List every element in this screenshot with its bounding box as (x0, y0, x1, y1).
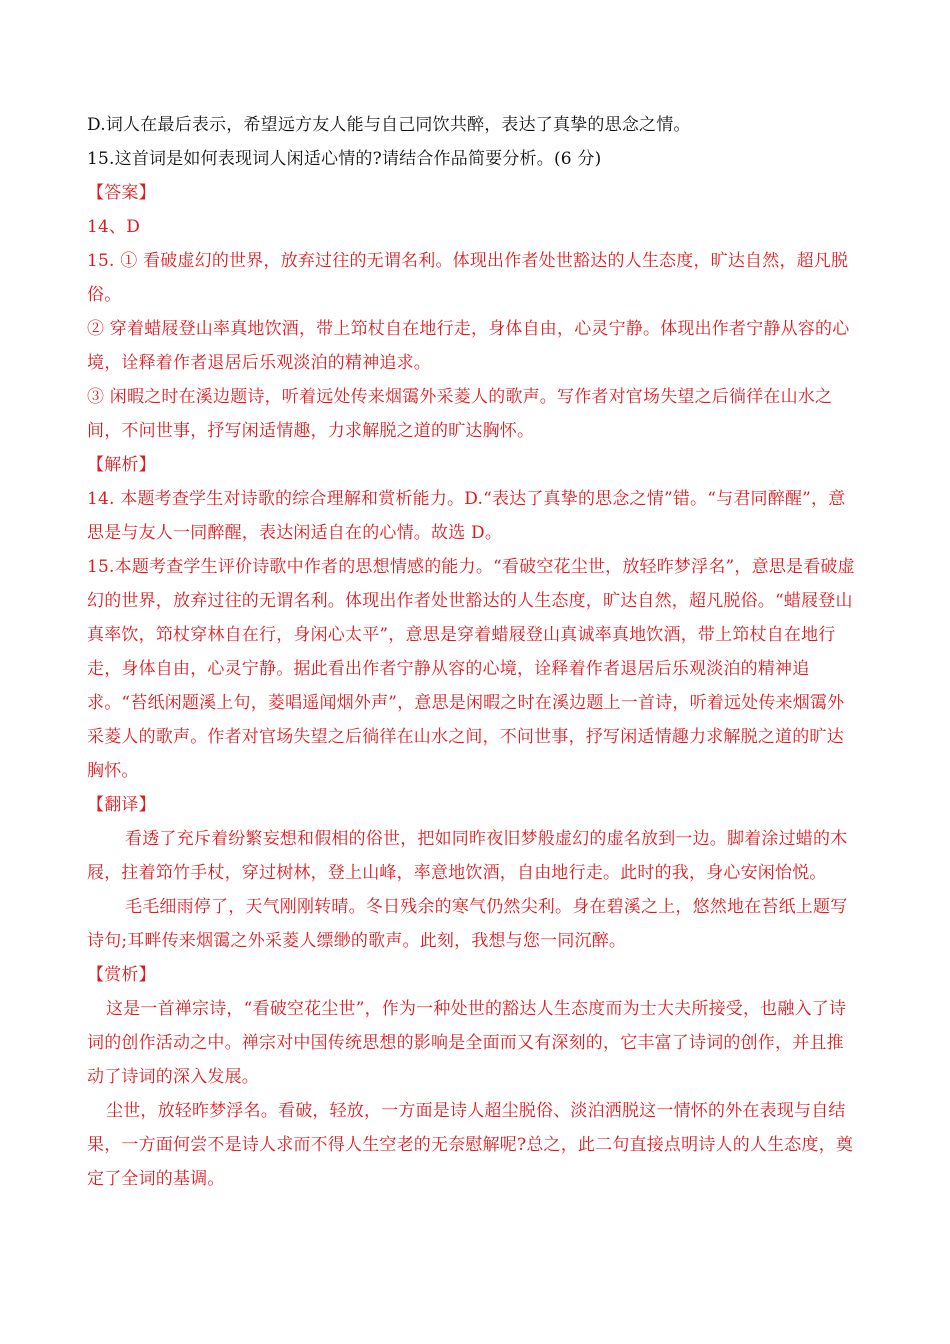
appreciation-paragraph-1: 这是一首禅宗诗，“看破空花尘世”，作为一种处世的豁达人生态度而为士大夫所接受，也融入了诗词的创作活动之中。禅宗对中国传统思想的影响是全面而又有深刻的，它丰富了诗词的创作，并且推动了诗词的深入发展。 (87, 999, 847, 1087)
answer-15-point-1: 15. ① 看破虚幻的世界，放弃过往的无谓名利。体现出作者处世豁达的人生态度，旷达自然，超凡脱俗。 (87, 251, 849, 305)
question-15-text: 15.这首词是如何表现词人闲适心情的?请结合作品简要分析。(6 分) (87, 149, 602, 169)
answer-14: 14、D (87, 217, 141, 237)
appreciation-paragraph-2: 尘世，放轻昨梦浮名。看破，轻放，一方面是诗人超尘脱俗、淡泊洒脱这一情怀的外在表现与自结果，一方面何尝不是诗人求而不得人生空老的无奈慰解呢?总之，此二句直接点明诗人的人生态度，奠定了全词的基调。 (87, 1101, 854, 1189)
translation-paragraph-2: 毛毛细雨停了，天气刚刚转晴。冬日残余的寒气仍然尖利。身在碧溪之上，悠然地在苔纸上题写诗句;耳畔传来烟霭之外采菱人缥缈的歌声。此刻，我想与您一同沉醉。 (87, 897, 848, 951)
analysis-15: 15.本题考查学生评价诗歌中作者的思想情感的能力。“看破空花尘世，放轻昨梦浮名”，意思是看破虚幻的世界，放弃过往的无谓名利。体现出作者处世豁达的人生态度，旷达自然，超凡脱俗。“蜡屐登山真率饮，笻杖穿林自在行，身闲心太平”，意思是穿着蜡屐登山真诚率真地饮酒，带上笻杖自在地行走，身体自由，心灵宁静。据此看出作者宁静从容的心境，诠释着作者退居后乐观淡泊的精神追求。“苔纸闲题溪上句，菱唱遥闻烟外声”，意思是闲暇之时在溪边题上一首诗，听着远处传来烟霭外采菱人的歌声。作者对官场失望之后徜徉在山水之间，不问世事，抒写闲适情趣力求解脱之道的旷达胸怀。 (87, 557, 855, 781)
analysis-14: 14. 本题考查学生对诗歌的综合理解和赏析能力。D.“表达了真挚的思念之情”错。“与君同醉醒”，意思是与友人一同醉醒，表达闲适自在的心情。故选 D。 (87, 489, 846, 543)
answer-heading: 【答案】 (87, 183, 156, 203)
option-d-text: D.词人在最后表示，希望远方友人能与自己同饮共醉，表达了真挚的思念之情。 (87, 115, 691, 135)
translation-heading: 【翻译】 (87, 795, 156, 815)
translation-paragraph-1: 看透了充斥着纷繁妄想和假相的俗世，把如同昨夜旧梦般虚幻的虚名放到一边。脚着涂过蜡的木屐，拄着笻竹手杖，穿过树林，登上山峰，率意地饮酒，自由地行走。此时的我，身心安闲怡悦。 (87, 829, 848, 883)
document-page (87, 108, 857, 1196)
answer-15-point-3: ③ 闲暇之时在溪边题诗，听着远处传来烟霭外采菱人的歌声。写作者对官场失望之后徜徉在山水之间，不问世事，抒写闲适情趣，力求解脱之道的旷达胸怀。 (87, 387, 833, 441)
appreciation-heading: 【赏析】 (87, 965, 156, 985)
answer-15-point-2: ② 穿着蜡屐登山率真地饮酒，带上笻杖自在地行走，身体自由，心灵宁静。体现出作者宁静从容的心境，诠释着作者退居后乐观淡泊的精神追求。 (87, 319, 850, 373)
analysis-heading: 【解析】 (87, 455, 156, 475)
